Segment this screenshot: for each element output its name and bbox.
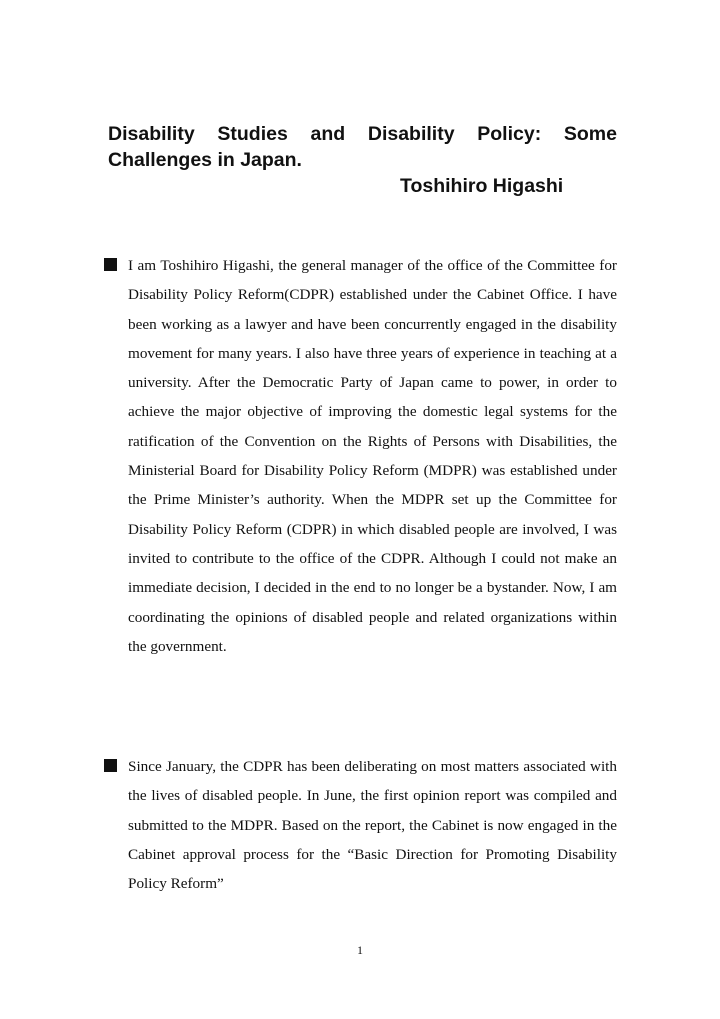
paragraph-2: Since January, the CDPR has been deliberating on most matters associated with the lives of disabled people. In June, the first opinion report was compiled and submitted to the MDPR. Based on the report, the Cabinet is now engaged in the Cabinet approval process for the “Basic Direction for Promoting Disability Policy Reform” [128,758,617,893]
author-name: Toshihiro Higashi [400,175,564,197]
document-title: Disability Studies and Disability Policy: Some Challenges in Japan. [108,123,617,171]
paragraph-1: I am Toshihiro Higashi, the general manager of the office of the Committee for Disability Policy Reform(CDPR) established under the Cabinet Office. I have been working as a lawyer and have been concurrently engaged in the disability movement for many years. I also have three years of experience in teaching at a university. After the Democratic Party of Japan came to power, in order to achieve the major objective of improving the domestic legal systems for the ratification of the Convention on the Rights of Persons with Disabilities, the Ministerial Board for Disability Policy Reform (MDPR) was established under the Prime Minister’s authority. When the MDPR set up the Committee for Disability Policy Reform (CDPR) in which disabled people are involved, I was invited to contribute to the office of the CDPR. Although I could not make an immediate decision, I decided in the end to no longer be a bystander. Now, I am coordinating the opinions of disabled people and related organizations within the government. [128,257,617,655]
bullet-square-icon [104,759,117,772]
bullet-square-icon [104,258,117,271]
page-number: 1 [357,943,363,957]
title-block [108,121,617,173]
